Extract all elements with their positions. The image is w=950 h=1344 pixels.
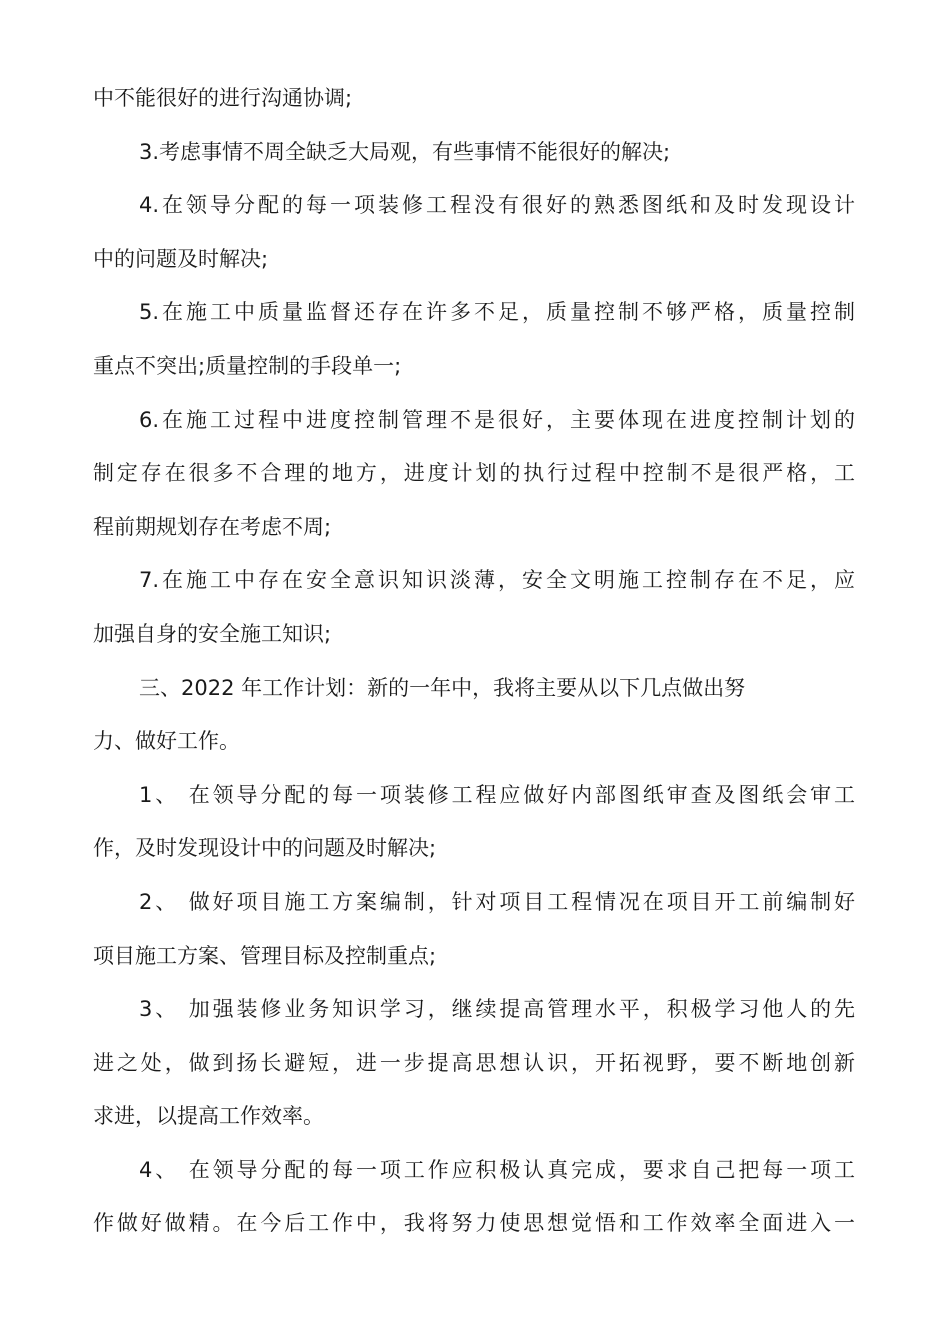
text-line: 重点不突出;质量控制的手段单一;	[93, 353, 402, 378]
text-line: 3、 加强装修业务知识学习，继续提高管理水平，积极学习他人的先	[139, 997, 855, 1022]
text-line: 作，及时发现设计中的问题及时解决;	[93, 836, 437, 861]
text-line: 求进，以提高工作效率。	[93, 1104, 324, 1129]
text-line: 2、 做好项目施工方案编制，针对项目工程情况在项目开工前编制好	[139, 889, 855, 914]
text-line: 进之处，做到扬长避短，进一步提高思想认识，开拓视野，要不断地创新	[93, 1050, 855, 1075]
text-line: 作做好做精。在今后工作中，我将努力使思想觉悟和工作效率全面进入一	[93, 1211, 855, 1236]
text-line: 三、2022 年工作计划：新的一年中，我将主要从以下几点做出努	[139, 675, 746, 700]
text-line: 程前期规划存在考虑不周;	[93, 514, 332, 539]
text-line: 制定存在很多不合理的地方，进度计划的执行过程中控制不是很严格，工	[93, 461, 855, 486]
text-line: 加强自身的安全施工知识;	[93, 621, 332, 646]
text-line: 1、 在领导分配的每一项装修工程应做好内部图纸审查及图纸会审工	[139, 782, 855, 807]
text-line: 4.在领导分配的每一项装修工程没有很好的熟悉图纸和及时发现设计	[139, 193, 855, 218]
text-line: 7.在施工中存在安全意识知识淡薄，安全文明施工控制存在不足，应	[139, 568, 855, 593]
text-line: 项目施工方案、管理目标及控制重点;	[93, 943, 437, 968]
text-line: 4、 在领导分配的每一项工作应积极认真完成，要求自己把每一项工	[139, 1157, 855, 1182]
text-line: 6.在施工过程中进度控制管理不是很好，主要体现在进度控制计划的	[139, 407, 855, 432]
text-line: 5.在施工中质量监督还存在许多不足，质量控制不够严格，质量控制	[139, 300, 855, 325]
text-line: 中不能很好的进行沟通协调;	[93, 86, 353, 110]
text-line: 力、做好工作。	[93, 729, 240, 754]
document-body	[93, 72, 855, 1251]
text-line: 中的问题及时解决;	[93, 246, 269, 271]
text-line: 3.考虑事情不周全缺乏大局观，有些事情不能很好的解决;	[139, 139, 671, 164]
